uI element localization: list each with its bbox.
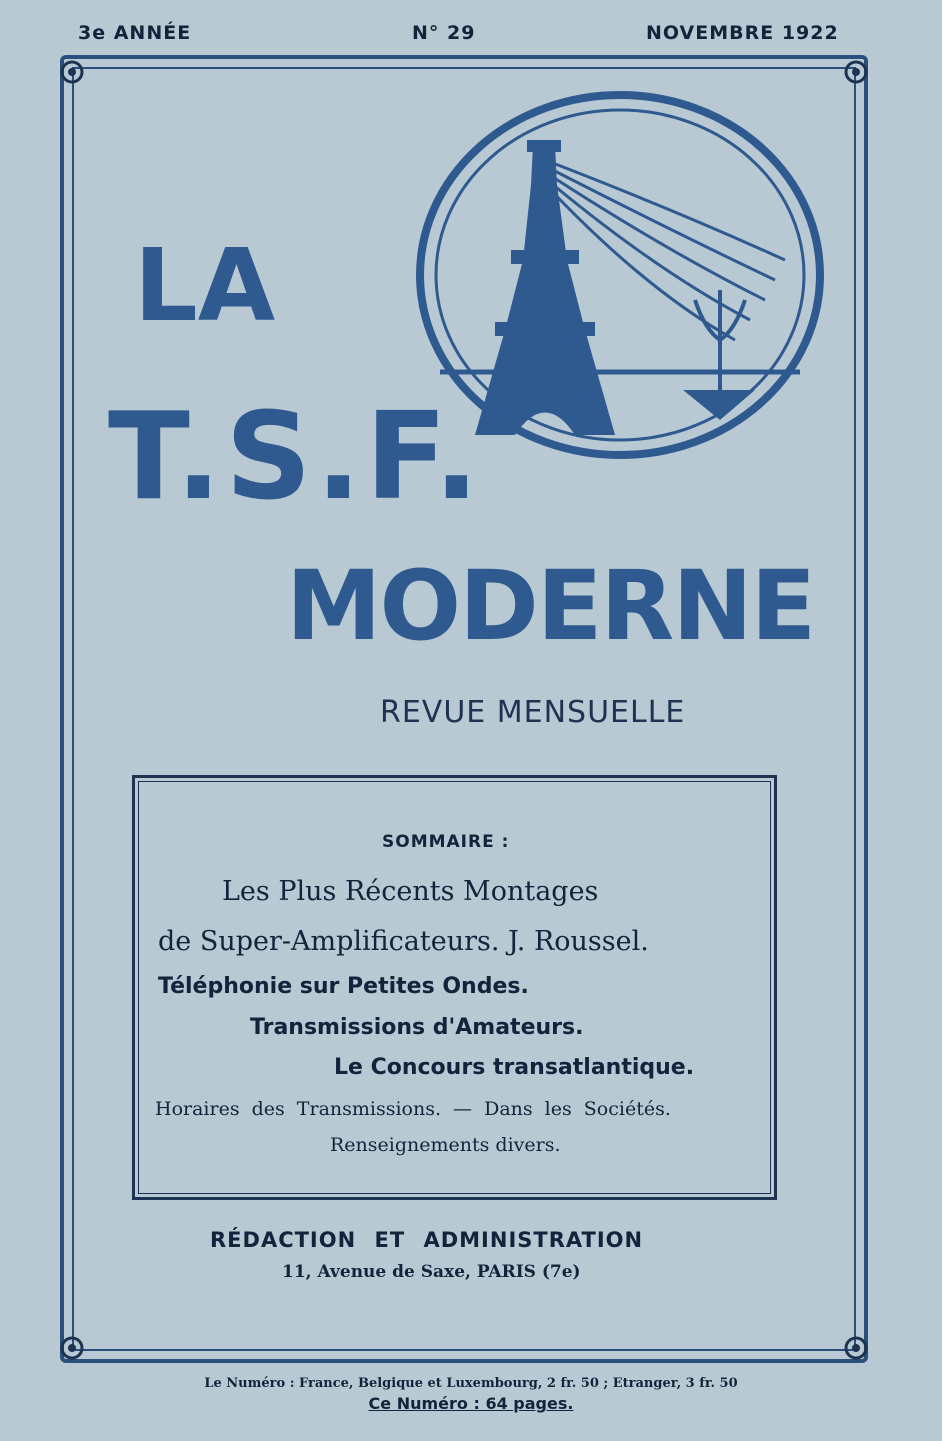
publisher-heading: RÉDACTION ET ADMINISTRATION bbox=[210, 1228, 644, 1252]
corner-ornament-icon bbox=[52, 1328, 92, 1368]
year-label: 3e ANNÉE bbox=[78, 22, 192, 44]
masthead-tsf: T.S.F. bbox=[108, 388, 484, 527]
contents-item: de Super-Amplificateurs. J. Roussel. bbox=[158, 926, 649, 957]
contents-item: Le Concours transatlantique. bbox=[334, 1055, 695, 1080]
contents-item: Les Plus Récents Montages bbox=[222, 876, 599, 907]
issue-date: NOVEMBRE 1922 bbox=[646, 22, 839, 44]
issue-number: N° 29 bbox=[412, 22, 476, 44]
contents-item: Transmissions d'Amateurs. bbox=[250, 1015, 584, 1040]
corner-ornament-icon bbox=[836, 1328, 876, 1368]
masthead-la: LA bbox=[134, 227, 276, 344]
corner-ornament-icon bbox=[52, 52, 92, 92]
contents-item: Téléphonie sur Petites Ondes. bbox=[158, 974, 529, 999]
corner-ornament-icon bbox=[836, 52, 876, 92]
contents-item: Horaires des Transmissions. — Dans les Sociétés. bbox=[155, 1098, 671, 1120]
masthead-subtitle: REVUE MENSUELLE bbox=[380, 695, 686, 730]
publisher-address: 11, Avenue de Saxe, PARIS (7e) bbox=[282, 1262, 581, 1282]
masthead-moderne: MODERNE bbox=[286, 550, 815, 662]
contents-heading: SOMMAIRE : bbox=[382, 832, 510, 852]
pages-line: Ce Numéro : 64 pages. bbox=[368, 1394, 574, 1413]
price-line: Le Numéro : France, Belgique et Luxembourg, 2 fr. 50 ; Etranger, 3 fr. 50 bbox=[204, 1376, 738, 1391]
contents-item: Renseignements divers. bbox=[330, 1134, 561, 1156]
